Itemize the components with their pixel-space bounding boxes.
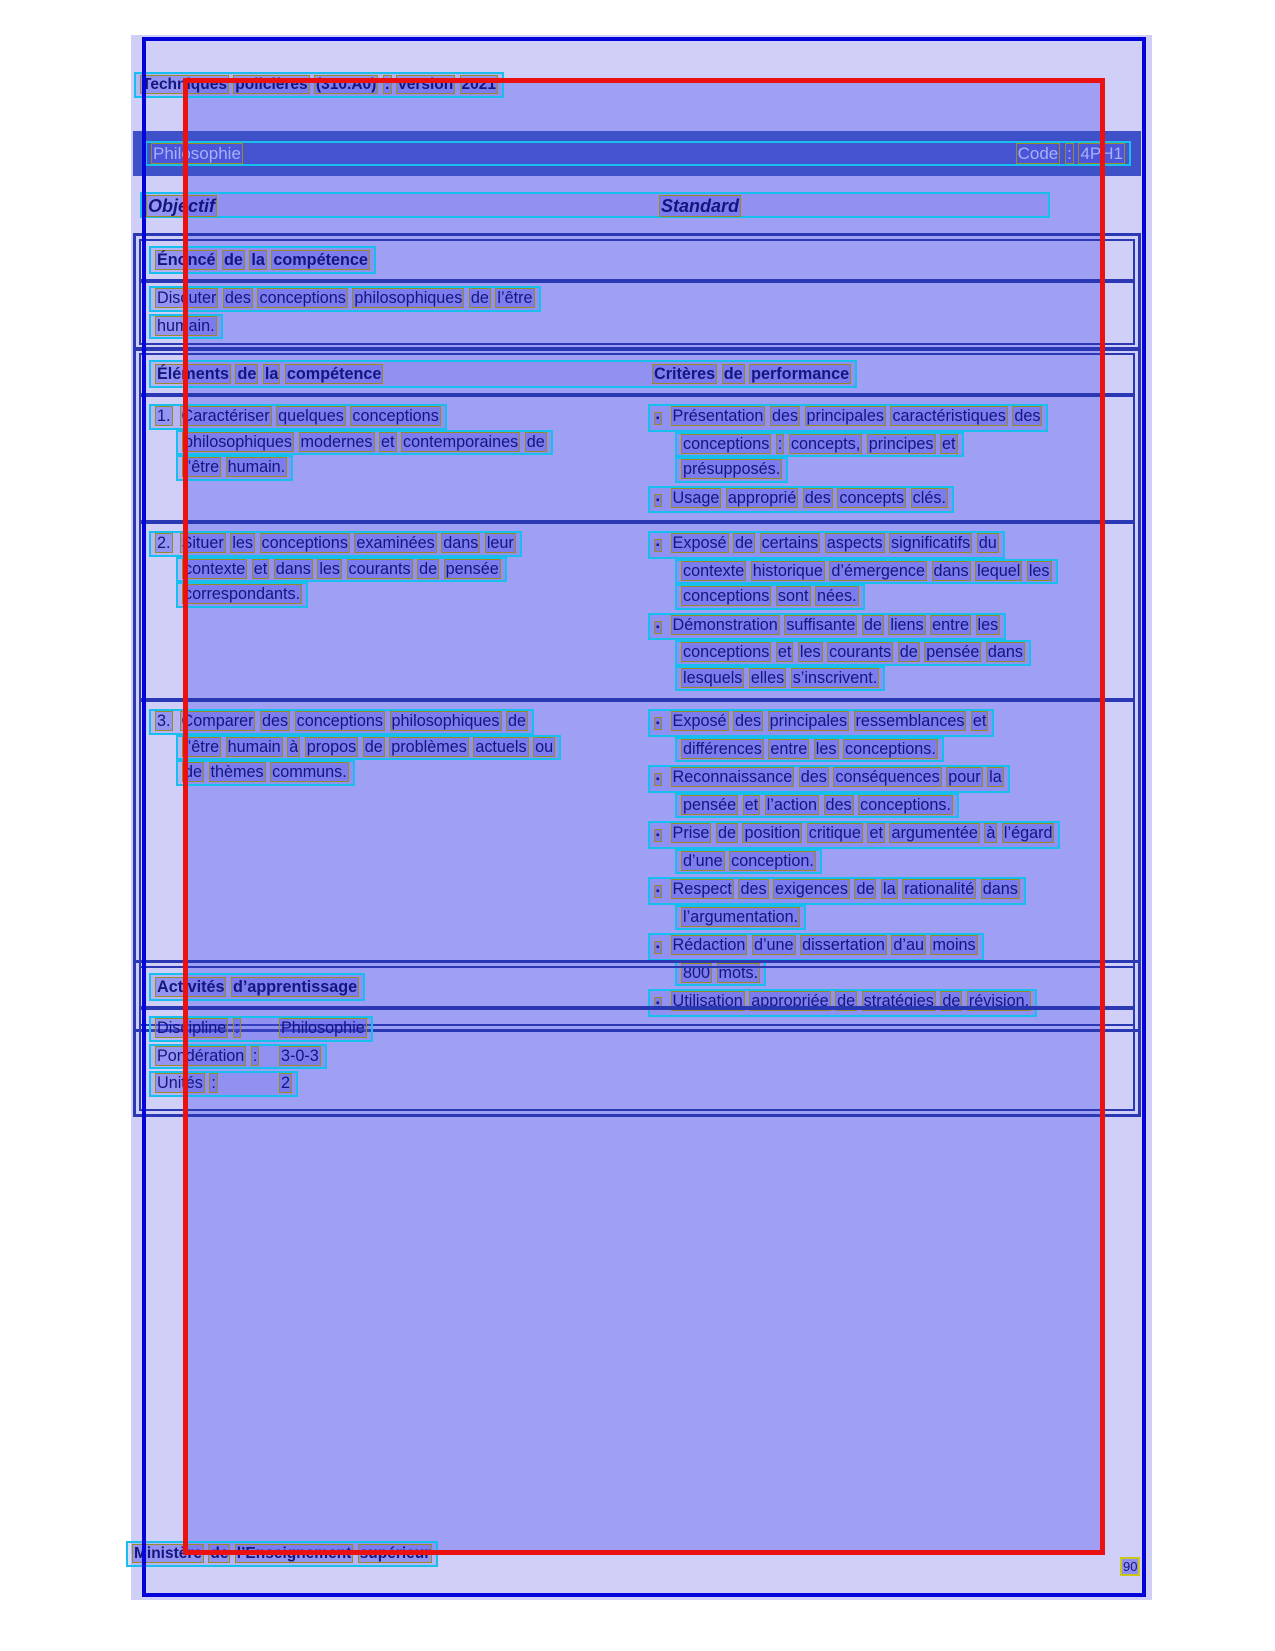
word-box: pensée xyxy=(926,643,980,661)
word-box: les xyxy=(319,559,341,578)
bullet-icon: ▪ xyxy=(656,718,660,729)
word-box: performance xyxy=(751,365,850,383)
word-box: Exposé xyxy=(672,534,727,552)
word-box: des xyxy=(261,712,289,730)
word-box: pensée xyxy=(683,795,737,814)
word-box: dans xyxy=(443,534,479,552)
word-box: critique xyxy=(808,824,861,842)
word-box: Caractériser xyxy=(181,407,270,425)
word-box: l’action xyxy=(766,795,818,814)
word-box: Usage xyxy=(672,488,720,507)
word-box: Unités xyxy=(157,1074,203,1092)
word-box: liens xyxy=(890,615,924,634)
word-box: de xyxy=(717,824,736,842)
word-box: principales xyxy=(769,712,848,730)
word-box: significatifs xyxy=(891,534,971,552)
word-box: humain xyxy=(227,737,281,756)
word-box: conceptions xyxy=(261,534,348,552)
bullet-icon: ▪ xyxy=(656,774,660,785)
bullet-icon: ▪ xyxy=(656,830,660,841)
word-box: aspects xyxy=(826,534,883,552)
word-box: nées. xyxy=(817,587,857,605)
word-box: conséquences xyxy=(835,768,940,786)
word-box: les xyxy=(815,739,837,758)
word-box: lequel xyxy=(977,561,1021,580)
word-box: et xyxy=(253,559,268,578)
word-box: entre xyxy=(770,739,808,758)
word-box: Comparer xyxy=(181,712,254,730)
bullet-icon: ▪ xyxy=(656,494,660,506)
word-box: différences xyxy=(683,739,762,758)
word-box: de xyxy=(942,992,961,1010)
word-box: entre xyxy=(932,615,970,634)
word-box: d’une xyxy=(753,936,794,954)
word-box: 4PH1 xyxy=(1080,143,1123,163)
word-box: ou xyxy=(535,737,554,756)
word-box: (310.A0) xyxy=(315,76,377,93)
word-box: concepts xyxy=(839,488,905,507)
word-box: rationalité xyxy=(904,880,975,898)
word-box: conception. xyxy=(731,851,814,870)
word-box: des xyxy=(1014,407,1041,425)
word-box: policières xyxy=(235,76,308,93)
word-box: argumentée xyxy=(891,824,978,842)
word-box: de xyxy=(899,643,918,661)
word-box: problèmes xyxy=(391,737,467,756)
word-box: 2021 xyxy=(461,76,497,93)
word-box: courants xyxy=(829,643,892,661)
word-box: d’une xyxy=(683,851,723,870)
word-box: propos xyxy=(306,737,357,756)
word-box: les xyxy=(977,615,999,634)
word-box: Éléments xyxy=(157,365,229,383)
bullet-icon: ▪ xyxy=(656,413,660,424)
word-box: communs. xyxy=(272,763,347,781)
word-box: actuels xyxy=(475,737,527,756)
word-box: d’au xyxy=(893,936,924,954)
word-box: : xyxy=(1067,143,1072,163)
word-box: principales xyxy=(806,407,884,425)
word-box: Standard xyxy=(661,196,740,216)
word-box: version xyxy=(398,76,454,93)
word-box: des xyxy=(224,289,251,307)
word-box: philosophiques xyxy=(184,432,293,451)
word-box: conceptions. xyxy=(860,795,952,814)
word-box: conceptions. xyxy=(845,739,936,758)
bullet-icon: ▪ xyxy=(656,886,660,897)
word-box: des xyxy=(740,880,767,898)
word-box: caractéristiques xyxy=(892,407,1006,425)
item-number: 3. xyxy=(157,712,171,730)
word-box: : xyxy=(384,76,390,93)
word-box: : xyxy=(234,1019,240,1037)
word-box: l’être xyxy=(184,737,220,756)
word-box: et xyxy=(744,795,759,814)
word-box: des xyxy=(800,768,827,786)
word-box: contexte xyxy=(184,559,246,578)
word-box: : xyxy=(777,434,783,453)
word-box: appropriée xyxy=(751,992,829,1010)
bullet-icon: ▪ xyxy=(656,621,660,633)
word-box: des xyxy=(771,407,799,425)
item-number: 1. xyxy=(157,407,171,425)
bullet-icon: ▪ xyxy=(656,998,660,1009)
word-box: thèmes xyxy=(210,763,264,781)
word-box: 2 xyxy=(281,1074,291,1092)
word-box: compétence xyxy=(286,365,382,383)
word-box: sont xyxy=(777,587,809,605)
word-box: pensée xyxy=(445,559,499,578)
word-box: et xyxy=(777,643,792,661)
word-box: conceptions xyxy=(683,643,770,661)
word-box: Discipline xyxy=(157,1019,227,1037)
word-box: les xyxy=(1028,561,1050,580)
word-box: de xyxy=(210,1545,229,1562)
word-box: Techniques xyxy=(142,76,227,93)
word-box: Prise xyxy=(672,824,710,842)
word-box: dans xyxy=(987,643,1023,661)
word-box: des xyxy=(735,712,762,730)
word-box: supérieur xyxy=(359,1545,431,1562)
word-box: conceptions xyxy=(683,587,770,605)
word-box: Discuter xyxy=(157,289,217,307)
word-box: les xyxy=(799,643,821,661)
word-box: Activités xyxy=(157,978,225,996)
word-box: dans xyxy=(933,561,969,580)
word-box: Reconnaissance xyxy=(672,768,793,786)
word-box: : xyxy=(211,1074,216,1092)
word-box: contemporaines xyxy=(403,432,519,451)
word-box: compétence xyxy=(273,251,368,269)
word-box: s’inscrivent. xyxy=(792,668,878,687)
word-box: de xyxy=(837,992,856,1010)
word-box: ressemblances xyxy=(855,712,965,730)
content-region-annotation xyxy=(183,78,1105,1555)
word-box: Présentation xyxy=(672,407,764,425)
word-box: d’apprentissage xyxy=(232,978,358,996)
item-number: 2. xyxy=(157,534,171,552)
word-box: à xyxy=(289,737,299,756)
word-box: Objectif xyxy=(148,196,216,216)
word-box: l’être xyxy=(497,289,533,307)
word-box: conceptions xyxy=(352,407,439,425)
word-box: Utilisation xyxy=(672,992,743,1010)
word-box: Ministère xyxy=(134,1545,203,1562)
word-box: dans xyxy=(275,559,311,578)
word-box: humain. xyxy=(227,458,286,476)
word-box: moins xyxy=(932,936,976,954)
word-box: examinées xyxy=(356,534,435,552)
page-number-value: 90 xyxy=(1120,1557,1140,1576)
word-box: Pondération xyxy=(157,1046,245,1065)
word-box: l’être xyxy=(184,458,220,476)
word-box: de xyxy=(723,365,743,383)
word-box: mots. xyxy=(718,963,759,982)
word-box: humain. xyxy=(157,316,215,335)
word-box: la xyxy=(882,880,896,898)
word-box: de xyxy=(223,251,243,269)
word-box: 800 xyxy=(683,963,711,982)
word-box: Énoncé xyxy=(157,251,216,269)
bullet-icon: ▪ xyxy=(656,942,660,953)
word-box: de xyxy=(735,534,754,552)
word-box: les xyxy=(232,534,254,552)
word-box: modernes xyxy=(300,432,373,451)
word-box: Démonstration xyxy=(672,615,778,634)
word-box: et xyxy=(972,712,987,730)
word-box: du xyxy=(978,534,997,552)
word-box: de xyxy=(184,763,203,781)
word-box: 3-0-3 xyxy=(281,1046,319,1065)
word-box: contexte xyxy=(683,561,745,580)
word-box: correspondants. xyxy=(184,585,301,603)
word-box: Respect xyxy=(672,880,732,898)
word-box: et xyxy=(381,432,395,451)
word-box: de xyxy=(470,289,489,307)
word-box: de xyxy=(364,737,383,756)
word-box: Code xyxy=(1017,143,1059,163)
word-box: leur xyxy=(486,534,514,552)
word-box: philosophiques xyxy=(391,712,500,730)
word-box: à xyxy=(986,824,996,842)
word-box: Philosophie xyxy=(153,143,241,163)
word-box: de xyxy=(508,712,527,730)
word-box: stratégies xyxy=(863,992,934,1010)
word-box: suffisante xyxy=(786,615,856,634)
word-box: historique xyxy=(752,561,823,580)
word-box: Rédaction xyxy=(672,936,746,954)
word-box: exigences xyxy=(775,880,848,898)
word-box: pour xyxy=(948,768,981,786)
word-box: de xyxy=(526,432,545,451)
word-box: conceptions xyxy=(296,712,383,730)
word-box: d’émergence xyxy=(831,561,925,580)
word-box: des xyxy=(804,488,831,507)
word-box: des xyxy=(825,795,852,814)
word-box: la xyxy=(264,365,279,383)
word-box: de xyxy=(856,880,875,898)
word-box: principes xyxy=(868,434,934,453)
word-box: de xyxy=(419,559,438,578)
word-box: et xyxy=(942,434,956,453)
word-box: concepts, xyxy=(790,434,861,453)
word-box: Critères xyxy=(654,365,716,383)
word-box: l’argumentation. xyxy=(683,907,799,926)
word-box: présupposés. xyxy=(683,460,781,478)
word-box: courants xyxy=(348,559,411,578)
word-box: certains xyxy=(761,534,819,552)
word-box: l’égard xyxy=(1003,824,1053,842)
word-box: la xyxy=(989,768,1002,786)
word-box: dissertation xyxy=(802,936,885,954)
word-box: : xyxy=(252,1046,258,1065)
word-box: la xyxy=(251,251,265,269)
word-box: clés. xyxy=(912,488,946,507)
word-box: et xyxy=(869,824,883,842)
word-box: elles xyxy=(750,668,785,687)
word-box: conceptions xyxy=(259,289,346,307)
word-box: de xyxy=(237,365,257,383)
word-box: lesquels xyxy=(683,668,743,687)
word-box: quelques xyxy=(278,407,344,425)
word-box: de xyxy=(863,615,882,634)
word-box: Exposé xyxy=(672,712,727,730)
word-box: Situer xyxy=(181,534,224,552)
word-box: philosophiques xyxy=(354,289,463,307)
word-box: approprié xyxy=(727,488,797,507)
word-box: l’Enseignement xyxy=(236,1545,352,1562)
word-box: dans xyxy=(982,880,1018,898)
word-box: conceptions xyxy=(683,434,770,453)
bullet-icon: ▪ xyxy=(656,540,660,551)
word-box: position xyxy=(744,824,801,842)
word-box: révision. xyxy=(968,992,1030,1010)
word-box: Philosophie xyxy=(281,1019,365,1037)
